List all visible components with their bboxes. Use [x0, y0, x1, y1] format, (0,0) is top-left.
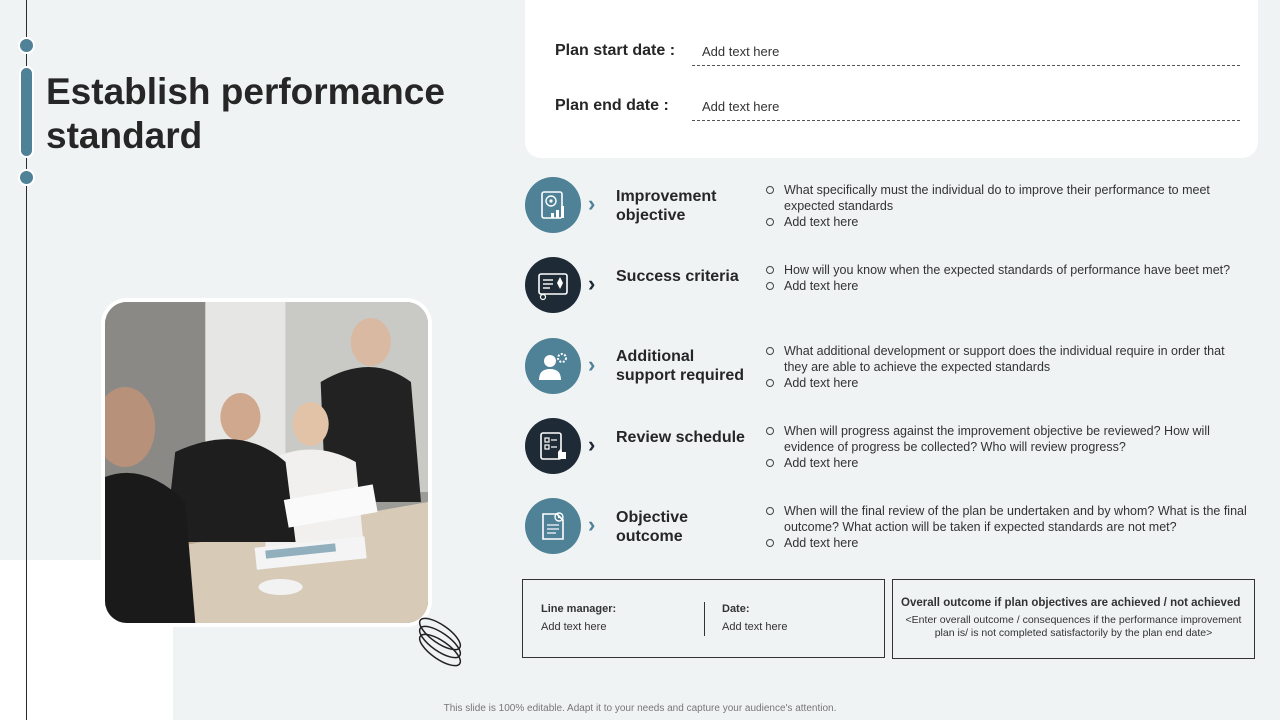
- clipboard-thumb-icon: [525, 418, 581, 474]
- list-item: What additional development or support does the individual require in order that they are able to achieve the expected standards: [766, 343, 1251, 375]
- plan-start-value[interactable]: Add text here: [692, 44, 1240, 66]
- list-item[interactable]: Add text here: [766, 535, 1251, 551]
- list-item: When will progress against the improvement objective be reviewed? How will evidence of progress be collected? Who will review progress?: [766, 423, 1251, 455]
- plan-dates-card: [525, 0, 1258, 158]
- date-value[interactable]: Add text here: [722, 621, 788, 633]
- dashboard-rocket-icon: [525, 257, 581, 313]
- row-list-improvement: [766, 182, 1251, 230]
- row-title-review: Review schedule: [616, 429, 745, 446]
- signoff-box: [522, 579, 885, 658]
- scribble-decoration-icon: [412, 614, 468, 670]
- row-list-review: [766, 423, 1251, 471]
- footer-note: This slide is 100% editable. Adapt it to your needs and capture your audience's attention.: [443, 703, 837, 714]
- timeline-dot-bottom: [18, 169, 35, 186]
- overall-outcome-title: Overall outcome if plan objectives are achieved / not achieved: [901, 597, 1241, 609]
- line-manager-label: Line manager:: [541, 603, 617, 615]
- page-title: Establish performance standard: [46, 71, 445, 156]
- chevron-right-icon: ›: [588, 432, 596, 457]
- row-title-success: Success criteria: [616, 268, 739, 285]
- target-chart-icon: [525, 177, 581, 233]
- plan-start-label: Plan start date :: [555, 42, 676, 59]
- team-meeting-photo: [105, 302, 428, 623]
- row-title-support: Additional support required: [616, 348, 745, 384]
- person-gear-icon: [525, 338, 581, 394]
- row-list-success: [766, 262, 1251, 294]
- plan-end-value[interactable]: Add text here: [692, 99, 1240, 121]
- document-target-icon: [525, 498, 581, 554]
- list-item[interactable]: Add text here: [766, 455, 1251, 471]
- chevron-right-icon: ›: [588, 191, 596, 216]
- overall-outcome-box: [892, 579, 1255, 659]
- list-item[interactable]: Add text here: [766, 375, 1251, 391]
- list-item: How will you know when the expected standards of performance have beet met?: [766, 262, 1251, 278]
- list-item[interactable]: Add text here: [766, 278, 1251, 294]
- overall-outcome-text[interactable]: <Enter overall outcome / consequences if the performance improvement plan is/ is not completed satisfactorily by the plan end date>: [905, 614, 1242, 639]
- chevron-right-icon: ›: [588, 271, 596, 296]
- date-label: Date:: [722, 603, 750, 615]
- row-list-support: [766, 343, 1251, 391]
- timeline-pill: [19, 66, 34, 158]
- timeline-dot-top: [18, 37, 35, 54]
- divider: [704, 602, 705, 636]
- plan-end-label: Plan end date :: [555, 97, 669, 114]
- row-title-improvement: Improvement objective: [616, 188, 717, 224]
- list-item[interactable]: Add text here: [766, 214, 1251, 230]
- list-item: What specifically must the individual do to improve their performance to meet expected standards: [766, 182, 1251, 214]
- list-item: When will the final review of the plan be undertaken and by whom? What is the final outcome? What action will be taken if expected standards are not met?: [766, 503, 1251, 535]
- chevron-right-icon: ›: [588, 352, 596, 377]
- team-photo-frame: [101, 298, 432, 627]
- line-manager-value[interactable]: Add text here: [541, 621, 607, 633]
- chevron-right-icon: ›: [588, 512, 596, 537]
- row-list-outcome: [766, 503, 1251, 551]
- row-title-outcome: Objective outcome: [616, 509, 689, 545]
